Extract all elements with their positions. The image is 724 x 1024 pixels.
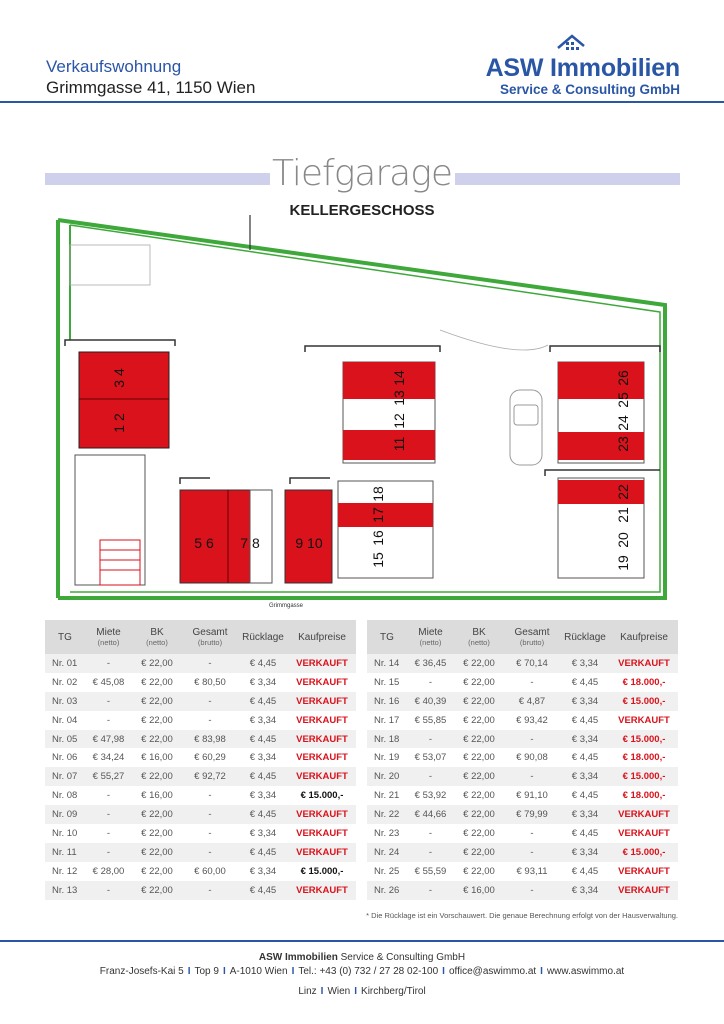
table-cell: € 80,50 xyxy=(182,673,238,692)
table-cell: - xyxy=(182,711,238,730)
table-cell: € 3,34 xyxy=(238,786,288,805)
table-cell: € 3,34 xyxy=(238,711,288,730)
table-cell: € 16,00 xyxy=(454,881,504,900)
table-cell: € 22,00 xyxy=(132,692,182,711)
plan-label-13: 13 xyxy=(391,390,407,406)
footer-item: Linz xyxy=(298,986,317,997)
table-cell: - xyxy=(85,805,132,824)
table-header xyxy=(407,620,454,654)
table-row xyxy=(45,824,356,843)
table-cell: VERKAUFT xyxy=(610,824,678,843)
table-cell: - xyxy=(85,711,132,730)
parking-block-19-22 xyxy=(558,478,644,578)
footnote: * Die Rücklage ist ein Vorschauwert. Die genaue Berechnung erfolgt von der Hausverwaltung. xyxy=(366,911,678,920)
table-cell: € 15.000,- xyxy=(610,843,678,862)
table-cell: € 4,87 xyxy=(504,692,560,711)
table-cell: Nr. 19 xyxy=(367,748,407,767)
table-header-main: Miete xyxy=(418,627,443,638)
table-cell: € 90,08 xyxy=(504,748,560,767)
table-cell: - xyxy=(504,843,560,862)
table-row xyxy=(367,824,678,843)
table-cell: € 22,00 xyxy=(132,673,182,692)
table-cell: € 22,00 xyxy=(454,862,504,881)
table-header-main: Miete xyxy=(96,627,121,638)
table-cell: VERKAUFT xyxy=(288,654,356,673)
table-cell: VERKAUFT xyxy=(610,805,678,824)
footer-locations xyxy=(0,986,724,997)
table-header xyxy=(560,620,610,654)
table-cell: € 15.000,- xyxy=(610,730,678,749)
table-cell: € 15.000,- xyxy=(288,786,356,805)
separator: I xyxy=(540,966,543,977)
table-cell: Nr. 06 xyxy=(45,748,85,767)
floor-plan xyxy=(0,210,724,620)
table-cell: € 22,00 xyxy=(454,843,504,862)
table-cell: Nr. 07 xyxy=(45,767,85,786)
separator: I xyxy=(291,966,295,977)
stairwell xyxy=(75,455,145,585)
separator: I xyxy=(222,966,226,977)
footer-item: Tel.: +43 (0) 732 / 27 28 02-100 xyxy=(298,966,439,977)
separator: I xyxy=(187,966,191,977)
plan-label-15: 15 xyxy=(370,552,386,568)
plan-label-23: 23 xyxy=(615,436,631,452)
table-cell: € 3,34 xyxy=(238,748,288,767)
table-cell: € 18.000,- xyxy=(610,673,678,692)
table-cell: - xyxy=(504,824,560,843)
table-cell: Nr. 21 xyxy=(367,786,407,805)
table-cell: € 4,45 xyxy=(238,692,288,711)
table-header-main: Kaufpreise xyxy=(298,631,346,643)
street-label: Grimmgasse xyxy=(268,603,304,609)
table-cell: - xyxy=(85,881,132,900)
table-cell: € 4,45 xyxy=(238,654,288,673)
table-cell: - xyxy=(407,824,454,843)
table-cell: Nr. 24 xyxy=(367,843,407,862)
table-cell: € 44,66 xyxy=(407,805,454,824)
table-header xyxy=(610,620,678,654)
table-cell: € 18.000,- xyxy=(610,786,678,805)
table-cell: VERKAUFT xyxy=(288,673,356,692)
table-cell: Nr. 26 xyxy=(367,881,407,900)
table-header-sub: (netto) xyxy=(419,638,442,647)
table-cell: VERKAUFT xyxy=(288,711,356,730)
table-cell: € 55,59 xyxy=(407,862,454,881)
header-line-1: Verkaufswohnung xyxy=(46,57,182,76)
table-cell: € 83,98 xyxy=(182,730,238,749)
table-row xyxy=(367,767,678,786)
table-cell: € 22,00 xyxy=(454,730,504,749)
footer-company-rest: Service & Consulting GmbH xyxy=(337,952,466,963)
car-outline xyxy=(510,390,542,465)
footer-item: Kirchberg/Tirol xyxy=(361,986,426,997)
table-header-main: Rücklage xyxy=(242,631,284,643)
table-cell: € 22,00 xyxy=(132,767,182,786)
table-cell: - xyxy=(504,881,560,900)
table-row xyxy=(367,786,678,805)
table-cell: - xyxy=(182,881,238,900)
table-cell: € 22,00 xyxy=(132,862,182,881)
table-cell: € 22,00 xyxy=(454,805,504,824)
table-header xyxy=(45,620,85,654)
footer-item: Franz-Josefs-Kai 5 xyxy=(99,966,184,977)
table-cell: - xyxy=(182,824,238,843)
table-cell: VERKAUFT xyxy=(288,805,356,824)
table-header xyxy=(288,620,356,654)
table-row xyxy=(367,711,678,730)
table-cell: € 3,34 xyxy=(238,824,288,843)
plan-label-3-4: 3 4 xyxy=(111,368,127,388)
table-cell: Nr. 22 xyxy=(367,805,407,824)
table-cell: VERKAUFT xyxy=(288,881,356,900)
price-table-left xyxy=(45,620,356,900)
table-cell: Nr. 13 xyxy=(45,881,85,900)
table-cell: € 4,45 xyxy=(560,862,610,881)
table-cell: € 15.000,- xyxy=(610,767,678,786)
footer-item: Wien xyxy=(327,986,351,997)
table-row xyxy=(367,730,678,749)
table-cell: € 3,34 xyxy=(560,654,610,673)
plan-label-19: 19 xyxy=(615,555,631,571)
table-header xyxy=(238,620,288,654)
table-cell: € 22,00 xyxy=(454,673,504,692)
table-cell: VERKAUFT xyxy=(288,730,356,749)
table-cell: € 4,45 xyxy=(238,767,288,786)
table-header-main: BK xyxy=(472,627,486,638)
table-row xyxy=(367,881,678,900)
plan-label-11: 11 xyxy=(391,436,407,452)
table-cell: € 3,34 xyxy=(560,843,610,862)
parking-block-11-14 xyxy=(343,362,435,463)
table-cell: € 79,99 xyxy=(504,805,560,824)
table-row xyxy=(45,711,356,730)
table-row xyxy=(45,881,356,900)
table-cell: VERKAUFT xyxy=(610,862,678,881)
table-cell: VERKAUFT xyxy=(288,748,356,767)
plan-label-24: 24 xyxy=(615,415,631,431)
page-subtitle: KELLERGESCHOSS xyxy=(289,202,435,219)
table-cell: Nr. 09 xyxy=(45,805,85,824)
footer-item: www.aswimmo.at xyxy=(546,966,625,977)
table-cell: € 3,34 xyxy=(560,730,610,749)
table-cell: VERKAUFT xyxy=(288,692,356,711)
footer-item: office@aswimmo.at xyxy=(448,966,537,977)
plan-label-22: 22 xyxy=(615,484,631,500)
table-header xyxy=(132,620,182,654)
table-cell: € 22,00 xyxy=(132,805,182,824)
table-cell: - xyxy=(407,673,454,692)
table-cell: € 4,45 xyxy=(238,730,288,749)
table-cell: - xyxy=(504,767,560,786)
table-cell: - xyxy=(182,654,238,673)
table-cell: VERKAUFT xyxy=(610,654,678,673)
plan-label-7-8: 7 8 xyxy=(240,535,260,551)
table-header xyxy=(454,620,504,654)
plan-label-17: 17 xyxy=(370,507,386,523)
table-header-sub: (netto) xyxy=(97,638,120,647)
plan-label-16: 16 xyxy=(370,530,386,546)
footer-item: Top 9 xyxy=(194,966,219,977)
separator: I xyxy=(442,966,445,977)
footer-item: A-1010 Wien xyxy=(229,966,288,977)
table-row xyxy=(367,862,678,881)
table-cell: - xyxy=(407,730,454,749)
table-cell: Nr. 05 xyxy=(45,730,85,749)
table-cell: € 22,00 xyxy=(132,711,182,730)
separator: I xyxy=(354,986,358,997)
table-cell: € 60,00 xyxy=(182,862,238,881)
table-cell: Nr. 04 xyxy=(45,711,85,730)
table-row xyxy=(367,654,678,673)
table-cell: € 3,34 xyxy=(238,862,288,881)
table-cell: € 22,00 xyxy=(132,654,182,673)
table-cell: € 22,00 xyxy=(454,692,504,711)
table-cell: Nr. 08 xyxy=(45,786,85,805)
table-cell: Nr. 18 xyxy=(367,730,407,749)
table-cell: € 55,27 xyxy=(85,767,132,786)
table-cell: - xyxy=(182,692,238,711)
table-header xyxy=(504,620,560,654)
plan-label-26: 26 xyxy=(615,370,631,386)
table-header-sub: (netto) xyxy=(146,638,168,647)
table-cell: € 3,34 xyxy=(560,692,610,711)
table-header-main: Kaufpreise xyxy=(620,631,668,643)
table-header-main: TG xyxy=(380,631,394,643)
table-cell: € 4,45 xyxy=(560,748,610,767)
table-cell: Nr. 17 xyxy=(367,711,407,730)
table-cell: € 4,45 xyxy=(238,881,288,900)
table-cell: € 91,10 xyxy=(504,786,560,805)
table-row xyxy=(367,843,678,862)
table-row xyxy=(367,673,678,692)
table-cell: - xyxy=(407,767,454,786)
table-cell: - xyxy=(85,692,132,711)
price-table-right xyxy=(367,620,678,900)
house-icon xyxy=(552,30,592,56)
table-row xyxy=(367,805,678,824)
header-divider xyxy=(0,101,724,103)
table-header-main: Gesamt xyxy=(514,627,550,638)
table-row xyxy=(45,805,356,824)
header-line-2: Grimmgasse 41, 1150 Wien xyxy=(46,78,256,97)
table-cell: VERKAUFT xyxy=(288,824,356,843)
table-cell: - xyxy=(407,881,454,900)
table-cell: € 22,00 xyxy=(132,843,182,862)
table-cell: - xyxy=(407,843,454,862)
table-row xyxy=(367,748,678,767)
table-row xyxy=(45,730,356,749)
parking-block-23-26 xyxy=(558,362,644,463)
logo-title: ASW Immobilien xyxy=(485,54,680,82)
table-cell: € 4,45 xyxy=(560,824,610,843)
table-cell: - xyxy=(182,843,238,862)
table-cell: € 4,45 xyxy=(560,673,610,692)
table-header-main: Rücklage xyxy=(564,631,606,643)
table-cell: € 4,45 xyxy=(238,843,288,862)
table-cell: € 53,07 xyxy=(407,748,454,767)
logo-subtitle: Service & Consulting GmbH xyxy=(499,82,680,97)
table-cell: - xyxy=(85,654,132,673)
table-cell: Nr. 10 xyxy=(45,824,85,843)
table-cell: € 3,34 xyxy=(560,767,610,786)
table-cell: Nr. 23 xyxy=(367,824,407,843)
plan-label-9-10: 9 10 xyxy=(295,535,323,551)
table-cell: € 93,42 xyxy=(504,711,560,730)
table-header-main: Gesamt xyxy=(192,627,228,638)
table-cell: € 36,45 xyxy=(407,654,454,673)
table-row xyxy=(45,862,356,881)
table-cell: Nr. 16 xyxy=(367,692,407,711)
table-cell: € 22,00 xyxy=(454,786,504,805)
table-row xyxy=(45,767,356,786)
table-cell: € 22,00 xyxy=(454,824,504,843)
table-cell: € 16,00 xyxy=(132,748,182,767)
table-cell: Nr. 01 xyxy=(45,654,85,673)
table-row xyxy=(45,786,356,805)
table-cell: Nr. 12 xyxy=(45,862,85,881)
table-header-main: TG xyxy=(58,631,72,643)
table-cell: - xyxy=(85,786,132,805)
table-cell: Nr. 15 xyxy=(367,673,407,692)
table-row xyxy=(45,673,356,692)
table-header-sub: (brutto) xyxy=(519,638,545,647)
plan-label-18: 18 xyxy=(370,486,386,502)
table-cell: - xyxy=(85,824,132,843)
footer-address xyxy=(0,966,724,977)
table-cell: VERKAUFT xyxy=(610,711,678,730)
table-cell: - xyxy=(182,805,238,824)
plan-label-14: 14 xyxy=(391,370,407,386)
table-cell: € 15.000,- xyxy=(288,862,356,881)
table-header xyxy=(182,620,238,654)
table-row xyxy=(45,654,356,673)
table-cell: € 15.000,- xyxy=(610,692,678,711)
table-cell: € 22,00 xyxy=(454,748,504,767)
table-cell: - xyxy=(182,786,238,805)
table-header xyxy=(85,620,132,654)
page-title: Tiefgarage xyxy=(272,153,452,194)
table-cell: € 4,45 xyxy=(560,711,610,730)
plan-label-12: 12 xyxy=(391,413,407,429)
table-cell: € 22,00 xyxy=(132,730,182,749)
table-cell: Nr. 20 xyxy=(367,767,407,786)
table-header-sub: (brutto) xyxy=(197,638,223,647)
plan-label-21: 21 xyxy=(615,507,631,523)
table-cell: VERKAUFT xyxy=(610,881,678,900)
table-cell: € 4,45 xyxy=(238,805,288,824)
table-cell: € 22,00 xyxy=(454,767,504,786)
table-cell: Nr. 25 xyxy=(367,862,407,881)
plan-label-1-2: 1 2 xyxy=(111,413,127,433)
plan-label-25: 25 xyxy=(615,392,631,408)
footer-company xyxy=(0,952,724,963)
table-cell: Nr. 11 xyxy=(45,843,85,862)
table-cell: VERKAUFT xyxy=(288,843,356,862)
table-cell: € 22,00 xyxy=(132,824,182,843)
table-cell: VERKAUFT xyxy=(288,767,356,786)
footer-company-bold: ASW Immobilien xyxy=(258,952,338,963)
table-header xyxy=(367,620,407,654)
plan-label-20: 20 xyxy=(615,532,631,548)
table-header-sub: (netto) xyxy=(468,638,490,647)
table-cell: - xyxy=(504,673,560,692)
table-cell: € 22,00 xyxy=(454,711,504,730)
table-cell: € 22,00 xyxy=(454,654,504,673)
table-cell: € 18.000,- xyxy=(610,748,678,767)
table-cell: € 4,45 xyxy=(560,786,610,805)
table-cell: € 28,00 xyxy=(85,862,132,881)
table-cell: € 53,92 xyxy=(407,786,454,805)
table-cell: € 60,29 xyxy=(182,748,238,767)
table-cell: Nr. 14 xyxy=(367,654,407,673)
table-row xyxy=(45,692,356,711)
table-row xyxy=(367,692,678,711)
table-cell: € 92,72 xyxy=(182,767,238,786)
table-cell: € 3,34 xyxy=(560,881,610,900)
table-cell: - xyxy=(504,730,560,749)
plan-label-5-6: 5 6 xyxy=(194,535,214,551)
table-cell: Nr. 02 xyxy=(45,673,85,692)
table-header-main: BK xyxy=(150,627,164,638)
table-cell: - xyxy=(85,843,132,862)
table-cell: € 34,24 xyxy=(85,748,132,767)
table-cell: € 47,98 xyxy=(85,730,132,749)
table-cell: € 45,08 xyxy=(85,673,132,692)
footer-divider xyxy=(0,940,724,942)
table-cell: € 55,85 xyxy=(407,711,454,730)
table-cell: Nr. 03 xyxy=(45,692,85,711)
table-cell: € 70,14 xyxy=(504,654,560,673)
table-cell: € 40,39 xyxy=(407,692,454,711)
table-row xyxy=(45,748,356,767)
table-cell: € 3,34 xyxy=(238,673,288,692)
company-logo xyxy=(474,30,684,100)
table-row xyxy=(45,843,356,862)
separator: I xyxy=(320,986,324,997)
table-cell: € 93,11 xyxy=(504,862,560,881)
table-cell: € 16,00 xyxy=(132,786,182,805)
table-cell: € 3,34 xyxy=(560,805,610,824)
table-cell: € 22,00 xyxy=(132,881,182,900)
